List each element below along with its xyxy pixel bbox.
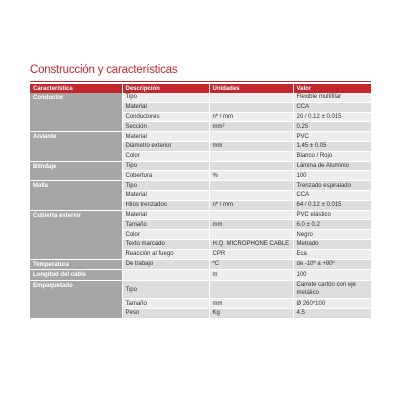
units-cell <box>209 93 293 102</box>
units-cell: % <box>209 171 293 181</box>
units-cell <box>209 102 293 112</box>
value-cell: Eca <box>293 249 371 259</box>
header-unidades: Unidades <box>209 84 293 93</box>
description-cell: Tipo <box>122 161 209 171</box>
value-cell: PVC elástico <box>293 210 371 220</box>
category-cell: Blindaje <box>30 161 122 181</box>
units-cell: nº / mm <box>209 112 293 122</box>
value-cell: 100 <box>293 171 371 181</box>
description-cell: Diámetro exterior <box>122 141 209 151</box>
description-cell: Reacción al fuego <box>122 249 209 259</box>
category-cell: Empaquetado <box>30 281 122 319</box>
description-cell: Tipo <box>122 93 209 102</box>
category-cell: Aislante <box>30 132 122 161</box>
units-cell <box>209 151 293 161</box>
value-cell: 100 <box>293 270 371 281</box>
spec-table <box>30 84 372 319</box>
units-cell <box>209 181 293 191</box>
units-cell <box>209 161 293 171</box>
value-cell: 4.5 <box>293 308 371 318</box>
table-row <box>30 210 371 220</box>
table-row <box>30 161 371 171</box>
table-row <box>30 132 371 142</box>
units-cell: ºC <box>209 259 293 270</box>
description-cell: Cobertura <box>122 171 209 181</box>
value-cell: Ø 260*100 <box>293 299 371 309</box>
value-cell: Lámina de Aluminio <box>293 161 371 171</box>
units-cell <box>209 190 293 200</box>
description-cell: Material <box>122 190 209 200</box>
description-cell: Color <box>122 151 209 161</box>
category-cell: Longitud del cable <box>30 270 122 281</box>
value-cell: de -10º a +80º <box>293 259 371 270</box>
units-cell: Kg <box>209 308 293 318</box>
description-cell: De trabajo <box>122 259 209 270</box>
units-cell <box>209 281 293 299</box>
units-cell: mm <box>209 220 293 230</box>
table-row <box>30 93 371 102</box>
table-row <box>30 281 371 299</box>
table-row <box>30 181 371 191</box>
value-cell: Metrado <box>293 239 371 249</box>
category-cell: Cubierta exterior <box>30 210 122 259</box>
section-title: Construcción y características <box>30 64 178 76</box>
description-cell: Color <box>122 230 209 240</box>
units-cell <box>209 132 293 142</box>
category-cell: Temperatura <box>30 259 122 270</box>
description-cell: Tipo <box>122 281 209 299</box>
header-descripcion: Descripción <box>122 84 209 93</box>
description-cell: Tipo <box>122 181 209 191</box>
value-cell: Carrete cartón con eje metálico <box>293 281 371 299</box>
category-cell: Malla <box>30 181 122 210</box>
header-caracteristica: Característica <box>30 84 122 93</box>
description-cell: Tamaño <box>122 299 209 309</box>
header-valor: Valor <box>293 84 371 93</box>
description-cell: Material <box>122 102 209 112</box>
description-cell: Tamaño <box>122 220 209 230</box>
units-cell: mm² <box>209 122 293 132</box>
value-cell: 0.25 <box>293 122 371 132</box>
value-cell: CCA <box>293 102 371 112</box>
units-cell: mm <box>209 299 293 309</box>
units-cell: nº / mm <box>209 200 293 210</box>
category-cell: Conductor <box>30 93 122 132</box>
units-cell <box>209 210 293 220</box>
table-row <box>30 259 371 270</box>
description-cell: Material <box>122 132 209 142</box>
description-cell: Peso <box>122 308 209 318</box>
units-cell <box>209 230 293 240</box>
units-cell: H.Q. MICROPHONE CABLE <box>209 239 293 249</box>
value-cell: Flexible multifilar <box>293 93 371 102</box>
value-cell: CCA <box>293 190 371 200</box>
value-cell: Blanco / Rojo <box>293 151 371 161</box>
spec-table-body <box>30 93 371 318</box>
value-cell: 6.0 ± 0.2 <box>293 220 371 230</box>
value-cell: 64 / 0.12 ± 0.015 <box>293 200 371 210</box>
table-header-row <box>30 84 371 93</box>
value-cell: Negro <box>293 230 371 240</box>
units-cell: CPR <box>209 249 293 259</box>
value-cell: 1.45 ± 0.05 <box>293 141 371 151</box>
description-cell: Conductores <box>122 112 209 122</box>
units-cell: m <box>209 270 293 281</box>
units-cell: mm <box>209 141 293 151</box>
table-row <box>30 270 371 281</box>
description-cell: Hilos trenzados <box>122 200 209 210</box>
title-underline <box>30 81 371 82</box>
value-cell: Trenzado espiralado <box>293 181 371 191</box>
description-cell: Texto marcado <box>122 239 209 249</box>
description-cell: Material <box>122 210 209 220</box>
value-cell: PVC <box>293 132 371 142</box>
description-cell: Sección <box>122 122 209 132</box>
value-cell: 20 / 0.12 ± 0.015 <box>293 112 371 122</box>
description-cell <box>122 270 209 281</box>
